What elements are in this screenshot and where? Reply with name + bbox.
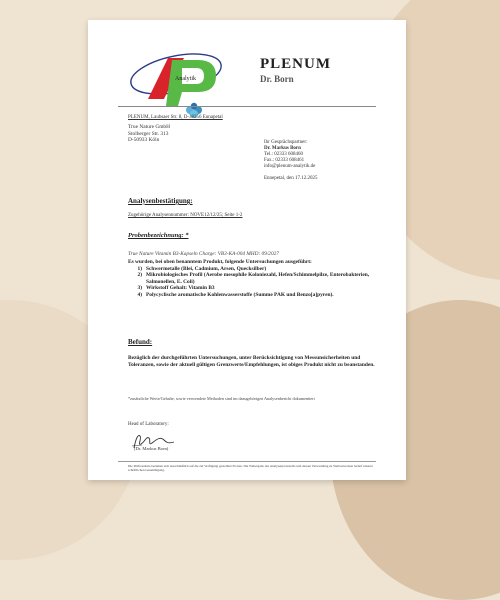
tests-list (128, 266, 380, 299)
contact-line: Fax.: 02333 608461 (264, 158, 305, 163)
analysis-title: Analysenbestätigung: (128, 197, 193, 205)
recipient-line: True Nature GmbH (128, 124, 171, 130)
footer-divider (118, 461, 376, 462)
test-text: Polycyclische aromatische Kohlenwasserstoffe (Summe PAK und Benzo[a]pyren). (146, 291, 334, 298)
contact-line: Tel.: 02333 608460 (264, 152, 303, 157)
legal-notice: Die Prüfresultate beziehen sich ausschließlich auf die zur Verfügung gestellten Proben. Die Weitergabe des Analysenprotokolls und dessen Verwendung zu Werbezwecken bedarf unserer schriftlichen Genehmigung. (128, 464, 373, 473)
signature-name: (Dr. Markus Born) (134, 446, 169, 451)
test-item (128, 272, 380, 285)
test-item (128, 285, 380, 292)
tests-block (128, 259, 380, 299)
contact-block (264, 140, 317, 182)
contact-email: info@plenum-analytik.de (264, 164, 316, 169)
contact-line: Ihr Gesprächspartner: (264, 140, 308, 145)
brand-subtitle: Dr. Born (260, 74, 294, 84)
test-text: Mikrobiologisches Profil (Aerobe mesophile Koloniezahl, Hefen/Schimmelpilze, Enterobakterien, Salmonellen, E. Coli) (146, 272, 370, 285)
test-number: 4) (137, 291, 142, 298)
test-number: 1) (137, 265, 142, 272)
header-divider (118, 106, 376, 107)
befund-text: Bezüglich der durchgeführten Untersuchungen, unter Berücksichtigung von Messunsicherheiten und Toleranzen, sowie der aktuell gültigen Grenzwerte/Empfehlungen, ist obiges Produkt nicht zu beanstanden. (128, 355, 375, 368)
probe-title: Probenbezeichnung: * (128, 232, 189, 239)
footnote: *zusätzliche Werte/Gehalte, sowie verwendete Methoden sind im dazugehörigen Analysenbericht dokumentiert (128, 396, 315, 401)
signature-heading: Head of Laboratory: (128, 422, 169, 427)
test-number: 3) (137, 285, 142, 292)
brand-name: PLENUM (260, 56, 331, 72)
document-page (88, 20, 406, 480)
recipient-line: D-50933 Köln (128, 137, 160, 144)
test-text: Wirkstoff Gehalt: Vitamin B3 (146, 285, 215, 292)
contact-person: Dr. Markus Born (264, 146, 301, 151)
test-item (128, 292, 380, 299)
sender-address-line: PLENUM, Laubsaer Str. 8, D-38256 Eunapetal (128, 115, 223, 120)
test-number: 2) (137, 272, 142, 279)
tests-intro: Es wurden, bei oben benanntem Produkt, folgende Untersuchungen ausgeführt: (128, 259, 312, 265)
logo-wordmark: Analytik (175, 76, 196, 82)
plenum-analytik-logo (128, 44, 228, 120)
befund-title: Befund: (128, 338, 153, 346)
recipient-address (128, 124, 170, 144)
recipient-line: Stolberger Str. 313 (128, 130, 169, 137)
test-text: Schwermetalle (Blei, Cadmium, Arsen, Quecksilber) (146, 265, 267, 272)
contact-date: Ennepetal, den 17.12.2025 (264, 176, 318, 181)
product-line: True Nature Vitamin B3-Kapseln Charge: VB3-KA-004 MHD: 09/2027 (128, 251, 279, 257)
analysis-reference: Zugehörige Analysennummer: NOVE12/12/25; Seite 1-2 (128, 213, 243, 218)
